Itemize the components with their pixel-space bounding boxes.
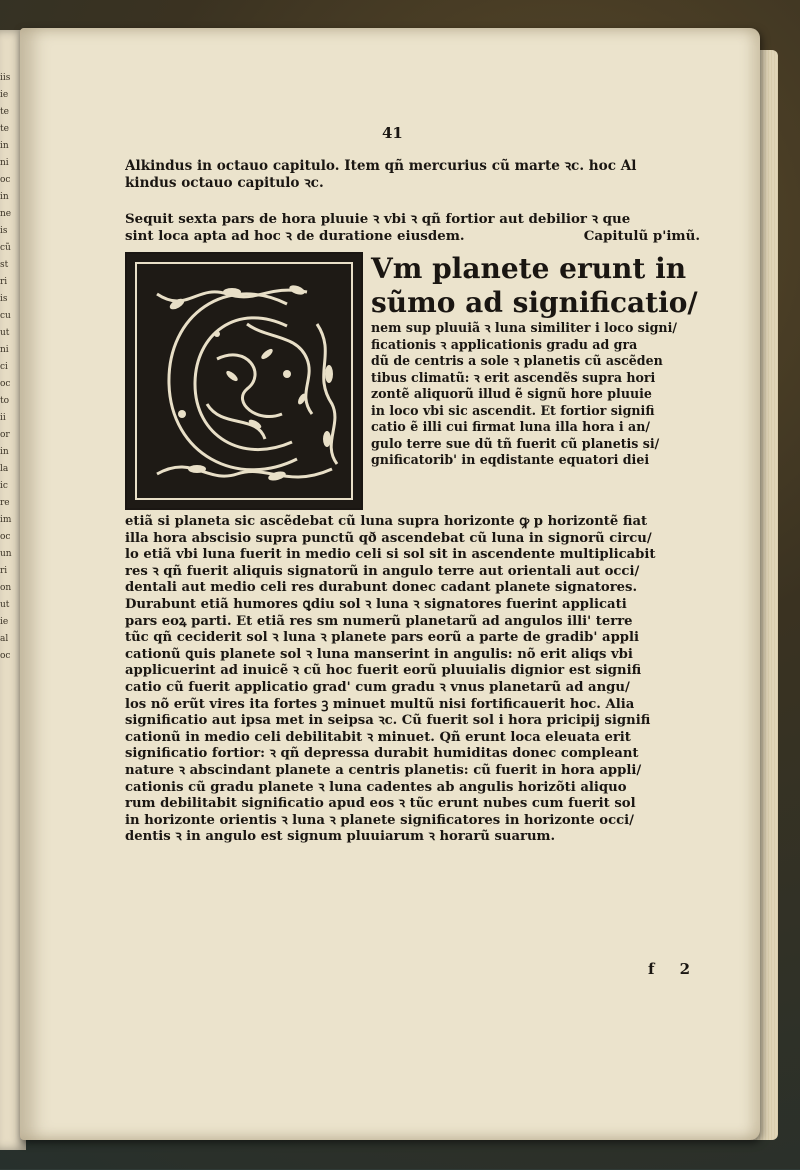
body_lines-line-12: los nõ erũt vires ita fortes ꝫ minuet multũ nisi fortificauerit hoc. Alia <box>125 696 635 712</box>
signature-mark: f 2 <box>648 960 701 978</box>
left-margin-fragment: la <box>0 464 9 474</box>
page-number: 41 <box>382 124 403 142</box>
left-margin-fragment: in <box>0 447 9 457</box>
left-margin-fragment: or <box>0 430 10 440</box>
left-margin-fragment: ne <box>0 209 12 219</box>
body_lines-line-5: dentali aut medio celi res durabunt donec cadant planete signatores. <box>125 580 638 596</box>
body_lines-line-8: tũc qñ ceciderit sol ꝛ luna ꝛ planete pars eorũ a parte de gradib' appli <box>125 630 640 646</box>
heading-line-1: Sequit sexta pars de hora pluuie ꝛ vbi ꝛ qñ fortior aut debilior ꝛ que <box>125 211 631 227</box>
body_lines-line-15: significatio fortior: ꝛ qñ depressa durabit humiditas donec compleant <box>125 746 639 762</box>
intro-line-1: Alkindus in octauo capitulo. Item qñ mercurius cũ marte ꝛc. hoc Al <box>125 158 637 174</box>
left-page-fragments <box>0 70 16 1170</box>
body_lines-line-4: res ꝛ qñ fuerit aliquis signatorũ in angulo terre aut orientali aut occi/ <box>125 563 640 579</box>
body_lines-line-13: significatio aut ipsa met in seipsa ꝛc. Cũ fuerit sol i hora pricipij signifi <box>125 713 651 729</box>
beside_lines-line-4: tibus climatũ: ꝛ erit ascendẽs supra hori <box>371 369 656 385</box>
left-margin-fragment: ic <box>0 481 8 491</box>
body_lines-line-20: dentis ꝛ in angulo est signum pluuiarum ꝛ horarũ suarum. <box>125 829 556 845</box>
book-page <box>20 28 760 1140</box>
body_lines-line-19: in horizonte orientis ꝛ luna ꝛ planete significatores in horizonte occi/ <box>125 812 634 828</box>
text-beside-initial <box>371 252 701 469</box>
left-margin-fragment: iis <box>0 73 11 83</box>
body_lines-line-7: pars eoꝝ parti. Et etiã res sm numerũ planetarũ ad angulos illi' terre <box>125 613 633 629</box>
beside_lines-line-9: gnificatorib' in eqdistante equatori diei <box>371 452 650 467</box>
left-margin-fragment: in <box>0 141 9 151</box>
left-margin-fragment: un <box>0 549 12 559</box>
left-margin-fragment: te <box>0 107 9 117</box>
text-block <box>125 158 700 846</box>
left-margin-fragment: oc <box>0 651 11 661</box>
left-margin-fragment: ut <box>0 328 10 338</box>
left-margin-fragment: ie <box>0 617 9 627</box>
large-line-2: sũmo ad significatio/ <box>371 286 698 319</box>
left-margin-fragment: on <box>0 583 12 593</box>
large-line-1: Vm planete erunt in <box>371 252 687 285</box>
left-margin-fragment: ni <box>0 345 9 355</box>
left-margin-fragment: ie <box>0 90 9 100</box>
body_lines-line-16: nature ꝛ abscindant planete a centris planetis: cũ fuerit in hora appli/ <box>125 762 642 778</box>
beside_lines-line-3: dũ de centris a sole ꝛ planetis cũ ascẽden <box>371 353 663 368</box>
left-margin-fragment: ni <box>0 158 9 168</box>
chapter-label: Capitulũ p'imũ. <box>583 227 700 244</box>
heading-line-2-row <box>125 228 700 245</box>
body_lines-line-1: etiã si planeta sic ascẽdebat cũ luna supra horizonte ꝙ p horizontẽ fiat <box>125 514 648 529</box>
left-margin-fragment: oc <box>0 175 11 185</box>
body_lines-line-9: cationũ ꝗuis planete sol ꝛ luna manserint in angulis: nõ erit aliqs vbi <box>125 646 633 662</box>
initial-section <box>125 252 700 514</box>
left-margin-fragment: ri <box>0 277 8 287</box>
left-margin-fragment: oc <box>0 532 11 542</box>
body_lines-line-10: applicuerint ad inuicẽ ꝛ cũ hoc fuerit eorũ pluuialis dignior est signifi <box>125 663 642 679</box>
left-margin-fragment: to <box>0 396 10 406</box>
left-margin-fragment: ri <box>0 566 8 576</box>
left-margin-fragment: te <box>0 124 9 134</box>
body_lines-line-14: cationũ in medio celi debilitabit ꝛ minuet. Qñ erunt loca eleuata erit <box>125 729 631 745</box>
body_lines-line-6: Durabunt etiã humores ꝗdiu sol ꝛ luna ꝛ signatores fuerint applicati <box>125 596 627 612</box>
left-margin-fragment: im <box>0 515 12 525</box>
body_lines-line-18: rum debilitabit significatio apud eos ꝛ tũc erunt nubes cum fuerit sol <box>125 796 636 812</box>
left-margin-fragment: re <box>0 498 10 508</box>
beside_lines-line-7: catio ẽ illi cui firmat luna illa hora i an/ <box>371 419 650 434</box>
beside_lines-line-8: gulo terre sue dũ tñ fuerit cũ planetis si/ <box>371 435 660 451</box>
foliage-ornament-icon <box>137 264 353 500</box>
left-margin-fragment: cu <box>0 311 11 321</box>
left-margin-fragment: st <box>0 260 9 270</box>
body_lines-line-17: cationis cũ gradu planete ꝛ luna cadentes ab angulis horizõti aliquo <box>125 779 627 795</box>
left-margin-fragment: ci <box>0 362 8 372</box>
body_lines-line-2: illa hora abscisio supra punctũ qð ascendebat cũ luna in signorũ circu/ <box>125 530 652 546</box>
body_lines-line-3: lo etiã vbi luna fuerit in medio celi si sol sit in ascendente multiplicabit <box>125 547 656 563</box>
beside_lines-line-2: ficationis ꝛ applicationis gradu ad gra <box>371 336 638 352</box>
left-margin-fragment: al <box>0 634 9 644</box>
decorated-initial-c <box>125 252 363 510</box>
body_lines-line-11: catio cũ fuerit applicatio grad' cum gradu ꝛ vnus planetarũ ad angu/ <box>125 679 630 695</box>
left-margin-fragment: in <box>0 192 9 202</box>
beside_lines-line-5: zontẽ aliquorũ illud ẽ signũ hore pluuie <box>371 386 652 401</box>
left-margin-fragment: is <box>0 226 8 236</box>
initial-frame <box>135 262 353 500</box>
beside_lines-line-1: nem sup pluuiã ꝛ luna similiter i loco signi/ <box>371 320 677 335</box>
beside_lines-line-6: in loco vbi sic ascendit. Et fortior signifi <box>371 402 655 418</box>
heading-line-2: sint loca apta ad hoc ꝛ de duratione eiusdem. <box>125 227 465 244</box>
left-margin-fragment: cũ <box>0 243 11 253</box>
left-margin-fragment: ut <box>0 600 10 610</box>
left-margin-fragment: is <box>0 294 8 304</box>
beside-lines <box>371 320 701 469</box>
left-margin-fragment: ii <box>0 413 6 423</box>
intro-line-2: kindus octauo capitulo ꝛc. <box>125 174 324 191</box>
body-lines <box>125 514 700 846</box>
left-margin-fragment: oc <box>0 379 11 389</box>
